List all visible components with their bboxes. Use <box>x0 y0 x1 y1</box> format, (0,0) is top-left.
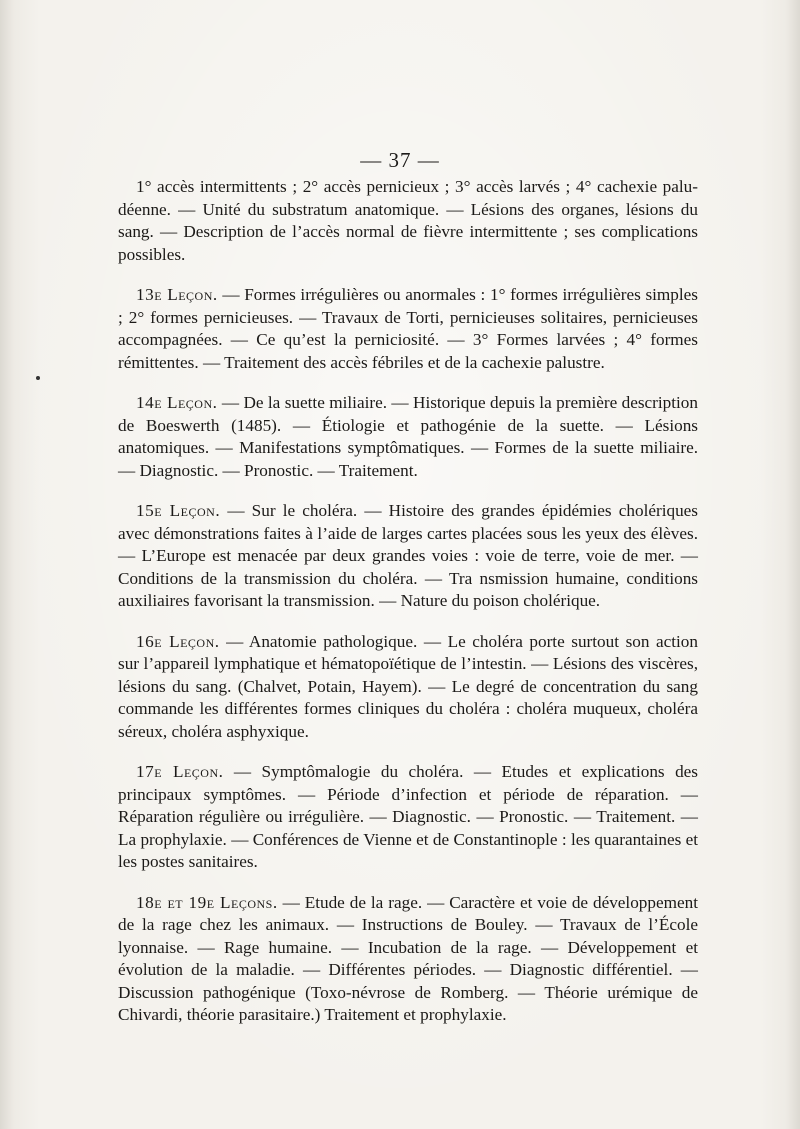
paragraph-text: — De la suette miliaire. — Historique depuis la première description de Boeswerth (1485). — Étiologie et pathogénie de la suette. — Lésions anatomiques. — Manifestations symptômatiques. — Formes de la suette miliaire. — Diagnostic. — Pronostic. — Traitement. <box>118 393 698 480</box>
paragraph-lesson-17 <box>118 761 698 874</box>
lesson-label: 13e Leçon. <box>136 285 218 304</box>
paragraph-text: — Formes irrégulières ou anormales : 1° formes irrégulières simples ; 2° formes pernicieuses. — Travaux de Torti, pernicieuses solitaires, pernicieuses accompagnées. — Ce qu’est la perniciosité. — 3° Formes larvées ; 4° formes rémittentes. — Traitement des accès fébriles et de la cachexie palustre. <box>118 285 698 372</box>
lesson-label: 18e et 19e Leçons. <box>136 892 278 912</box>
paragraph-text: 1° accès intermittents ; 2° accès pernicieux ; 3° accès larvés ; 4° cachexie paludéenne. — Unité du substratum anatomique. — Lésions des organes, lésions du sang. — Description de l’accès normal de fièvre intermittente ; ses complications possibles. <box>118 177 698 264</box>
paragraph-lesson-13 <box>118 284 698 374</box>
lesson-label: 16e Leçon. <box>136 631 220 651</box>
page-number: — 37 — <box>360 148 440 172</box>
margin-ink-dot <box>36 376 40 380</box>
paragraph-text: — Anatomie pathologique. — Le choléra porte surtout son action sur l’appareil lymphatique et hématopoïétique de l’intestin. — Lésions des viscères, lésions du sang. (Chalvet, Potain, Hayem). — Le degré de concentration du sang commande les différentes formes cliniques du choléra : choléra muqueux, choléra séreux, choléra asphyxique. <box>118 631 698 741</box>
paragraph-text: — Etude de la rage. — Caractère et voie de développement de la rage chez les animaux. — Instructions de Bouley. — Travaux de l’École lyonnaise. — Rage humaine. — Incubation de la rage. — Développement et évolution de la maladie. — Différentes périodes. — Diagnostic différentiel. — Discussion pathogénique (Toxo-névrose de Romberg. — Théorie urémique de Chivardi, théorie parasitaire.) Traitement et prophylaxie. <box>118 892 698 1024</box>
paragraph-text: — Symptômalogie du choléra. — Etudes et explications des principaux symptômes. — Période d’infection et période de réparation. — Réparation régulière ou irrégulière. — Diagnostic. — Pronostic. — Traitement. — La prophylaxie. — Conférences de Vienne et de Constantinople : les quarantaines et les postes sanitaires. <box>118 762 698 871</box>
paragraph-lesson-15 <box>118 500 698 613</box>
paragraph-continuation <box>118 176 698 266</box>
lesson-label: 17e Leçon. <box>136 762 224 781</box>
paragraph-lesson-14 <box>118 392 698 482</box>
paragraph-text: — Sur le choléra. — Histoire des grandes épidémies cholériques avec démonstrations faites à l’aide de larges cartes placées sous les yeux des élèves. — L’Europe est menacée par deux grandes voies : voie de terre, voie de mer. — Conditions de la transmission du choléra. — Tra nsmission humaine, conditions auxiliaires favorisant la transmission. — Nature du poison cholérique. <box>118 501 698 610</box>
lesson-label: 15e Leçon. <box>136 501 221 520</box>
course-lessons-text <box>118 176 698 1045</box>
paragraph-lesson-18-19 <box>118 892 698 1027</box>
lesson-label: 14e Leçon. <box>136 393 218 412</box>
paragraph-lesson-16 <box>118 631 698 744</box>
